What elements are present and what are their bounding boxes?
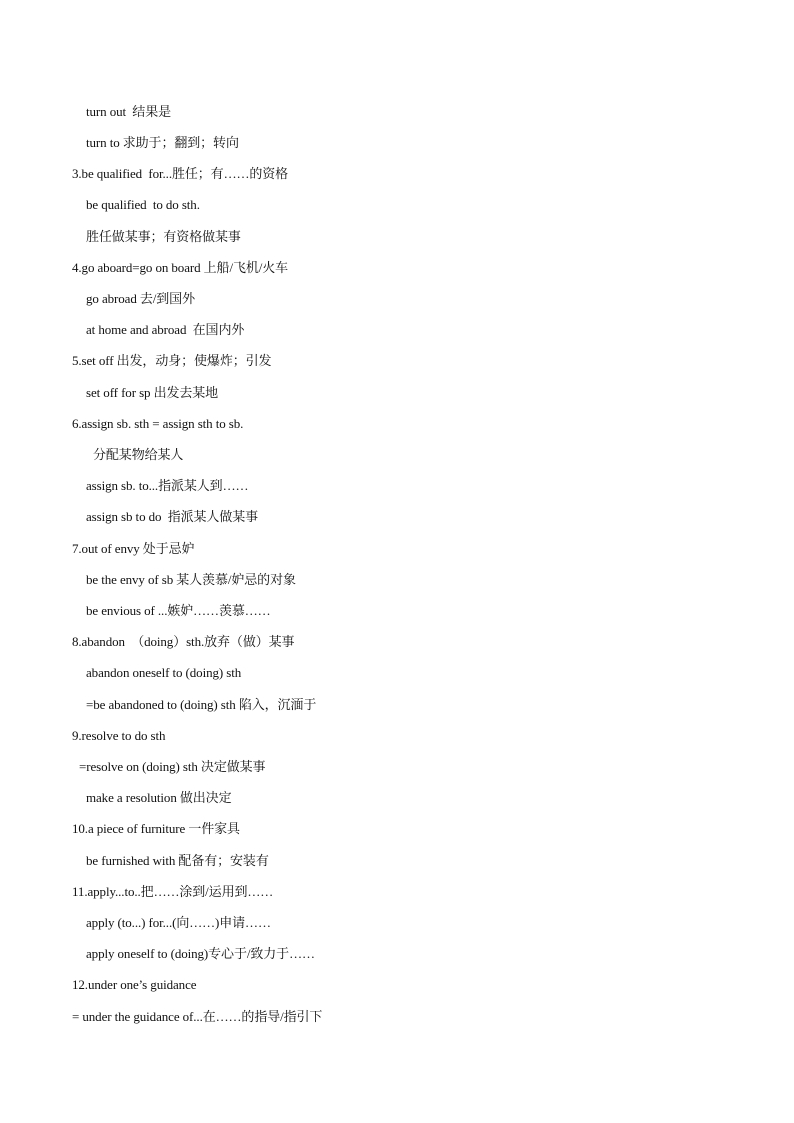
text-line-6: 4.go aboard=go on board 上船/飞机/火车 (72, 260, 289, 275)
text-line-11: 6.assign sb. sth = assign sth to sb. (72, 416, 244, 431)
text-line-9: 5.set off 出发，动身；使爆炸；引发 (72, 353, 272, 368)
text-line-15: 7.out of envy 处于忌妒 (72, 541, 195, 556)
text-line-19: abandon oneself to (doing) sth (86, 665, 242, 680)
text-line-20: =be abandoned to (doing) sth 陷入，沉湎于 (86, 697, 317, 712)
text-line-1: turn out 结果是 (86, 104, 172, 119)
text-line-16: be the envy of sb 某人羡慕/妒忌的对象 (86, 572, 296, 587)
text-line-10: set off for sp 出发去某地 (86, 385, 219, 400)
text-line-3: 3.be qualified for...胜任；有……的资格 (72, 166, 289, 181)
text-line-17: be envious of ...嫉妒……羡慕…… (86, 603, 271, 618)
text-line-5: 胜任做某事；有资格做某事 (86, 229, 241, 244)
text-line-7: go abroad 去/到国外 (86, 291, 195, 306)
text-line-25: be furnished with 配备有；安装有 (86, 853, 269, 868)
text-line-23: make a resolution 做出决定 (86, 790, 232, 805)
text-line-21: 9.resolve to do sth (72, 728, 166, 743)
text-line-18: 8.abandon （doing）sth.放弃（做）某事 (72, 634, 295, 649)
text-line-8: at home and abroad 在国内外 (86, 322, 245, 337)
text-line-24: 10.a piece of furniture 一件家具 (72, 821, 240, 836)
text-line-14: assign sb to do 指派某人做某事 (86, 509, 259, 524)
text-line-26: 11.apply...to..把……涂到/运用到…… (72, 884, 274, 899)
text-line-27: apply (to...) for...(向……)申请…… (86, 915, 271, 930)
text-line-30: = under the guidance of...在……的指导/指引下 (72, 1009, 323, 1024)
text-line-28: apply oneself to (doing)专心于/致力于…… (86, 946, 315, 961)
text-line-13: assign sb. to...指派某人到…… (86, 478, 249, 493)
text-line-12: 分配某物给某人 (93, 447, 184, 462)
text-line-29: 12.under one’s guidance (72, 977, 197, 992)
text-line-4: be qualified to do sth. (86, 197, 200, 212)
text-line-22: =resolve on (doing) sth 决定做某事 (79, 759, 266, 774)
text-line-2: turn to 求助于；翻到；转向 (86, 135, 239, 150)
